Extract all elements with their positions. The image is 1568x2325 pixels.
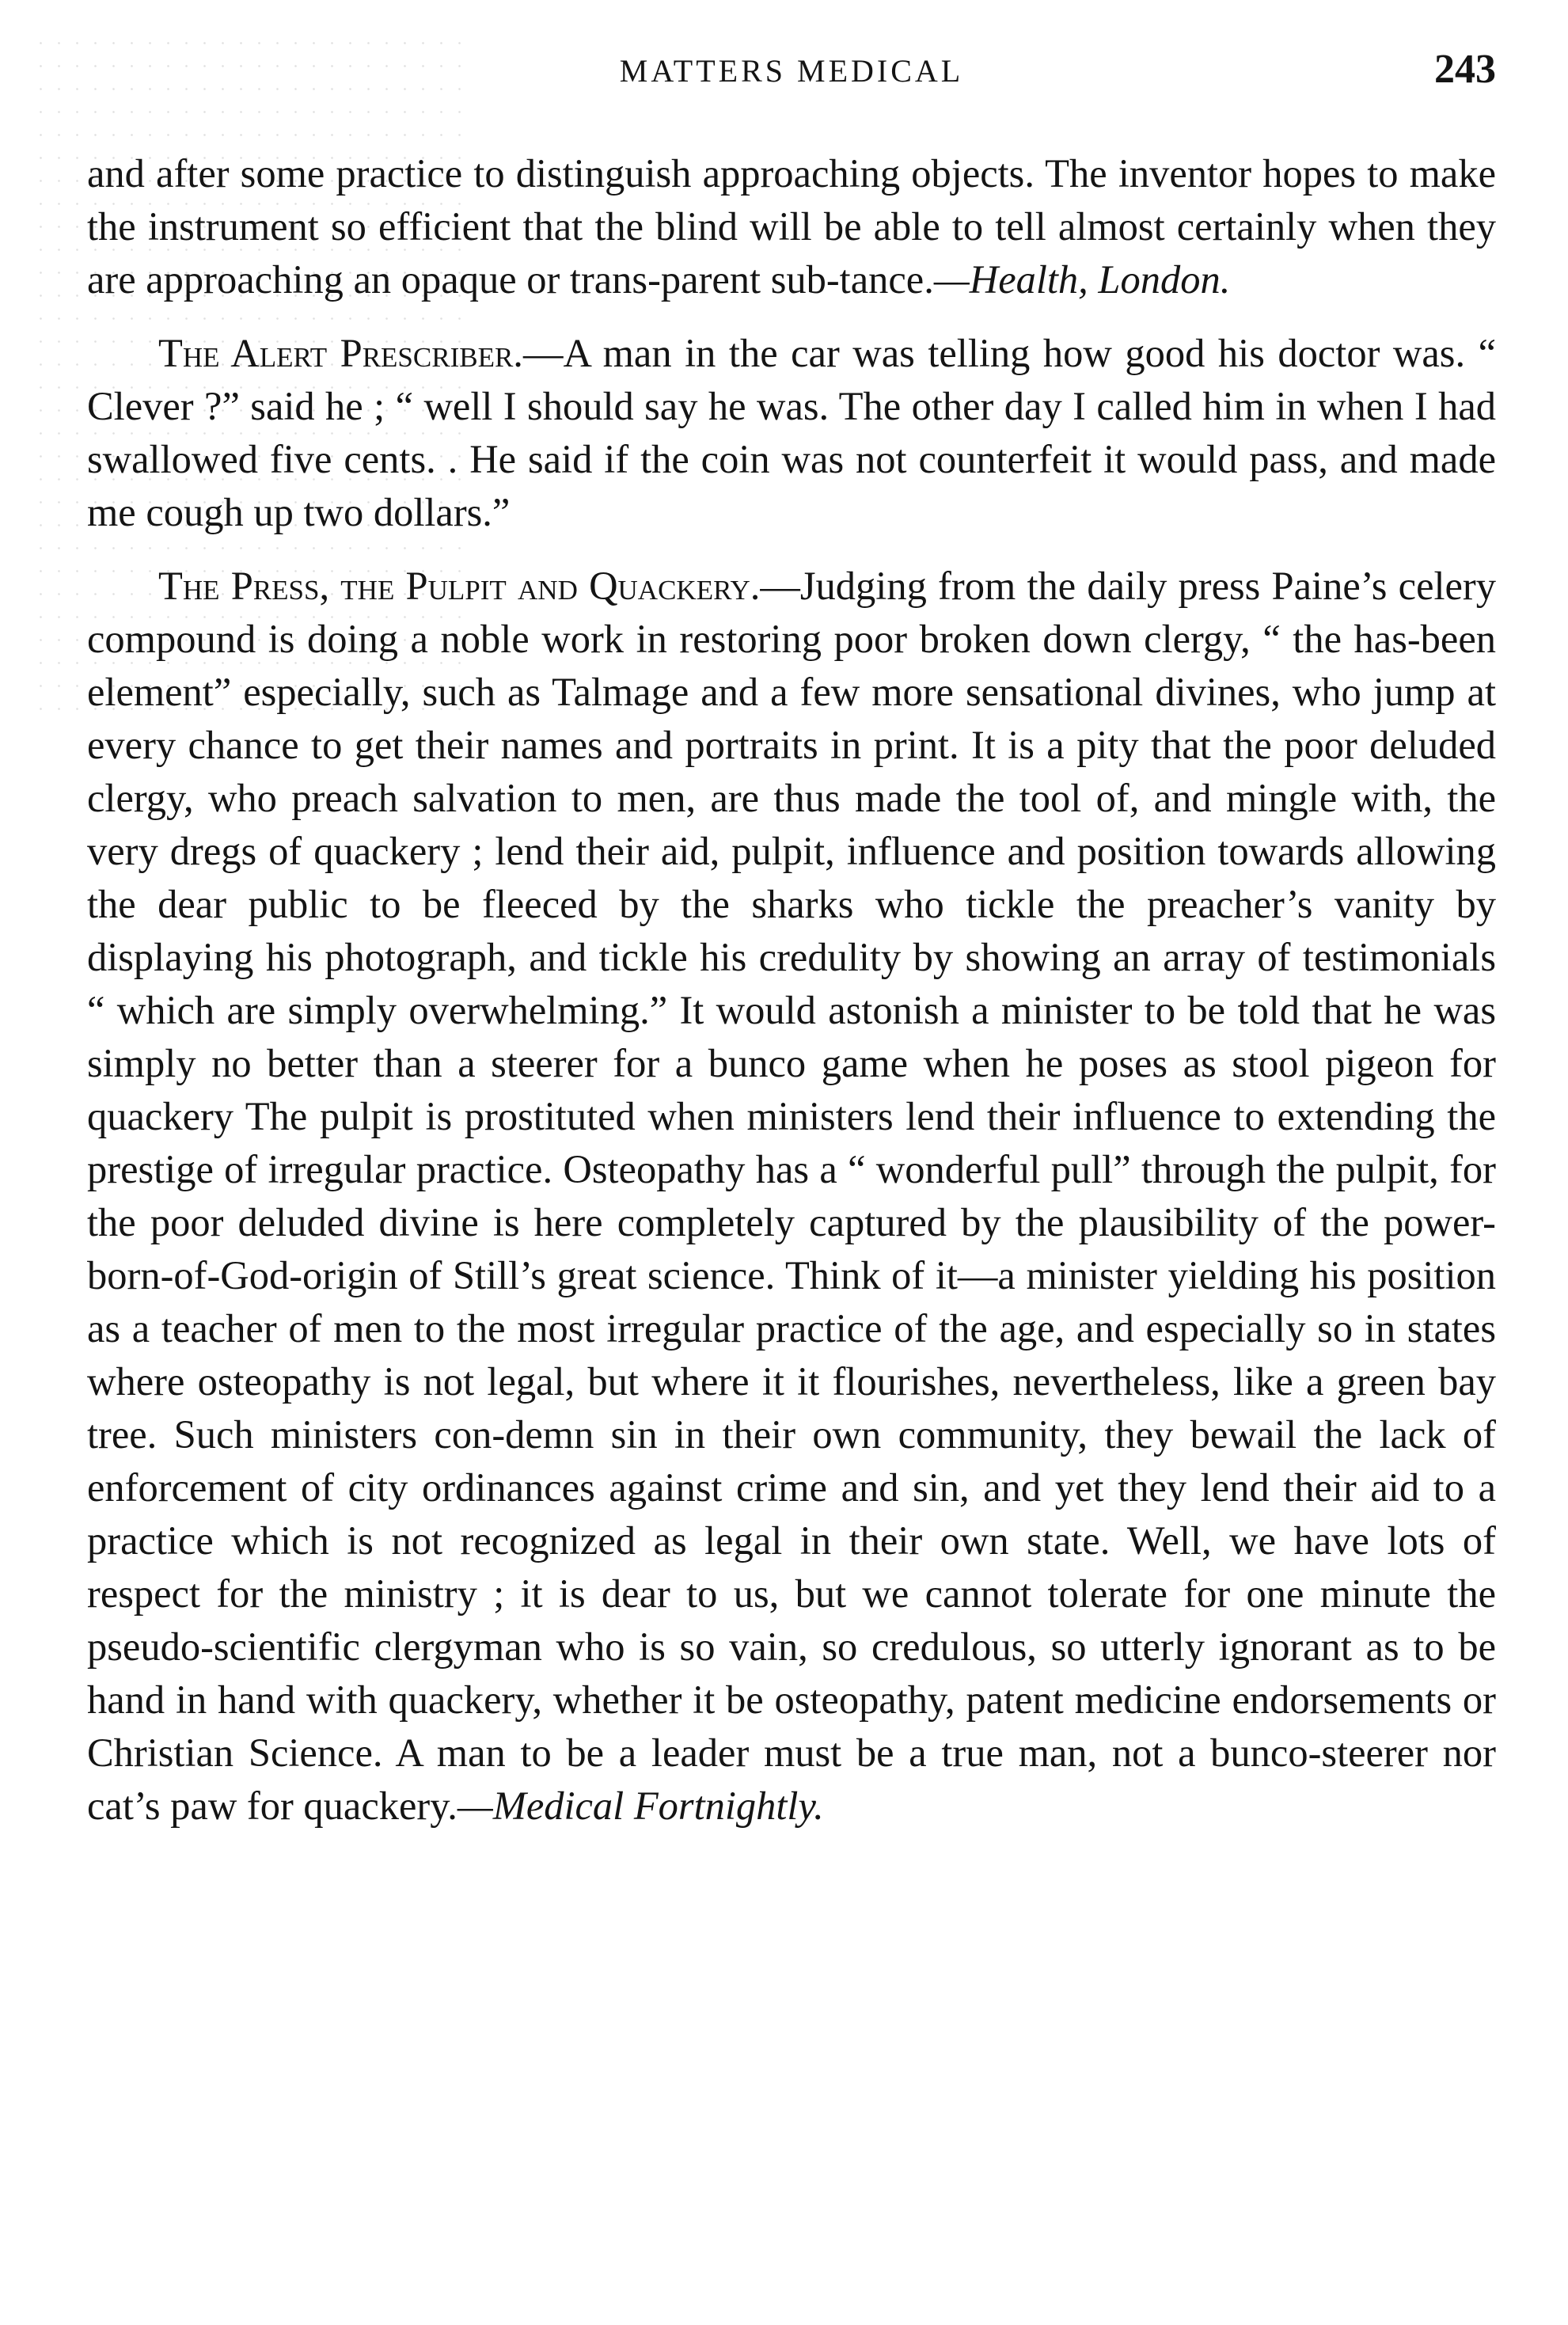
paragraph-lead: The Press, the Pulpit and Quackery.: [158, 564, 761, 608]
paragraph-source: —Medical Fortnightly.: [457, 1784, 824, 1828]
paragraph-source: —Health, London.: [933, 257, 1231, 302]
paragraph-text: and after some practice to distinguish approaching objects. The inventor hopes to make the instrument so efficient that the blind will be able to tell almost certainly when they are approaching an opaque or trans-parent sub-tance.: [87, 151, 1496, 302]
paragraph-text: —A man in the car was telling how good his doctor was. “ Clever ?” said he ; “ well I should say he was. The other day I called him in when I had swallowed five cents. . He said if the coin was not counterfeit it would pass, and made me cough up two dollars.”: [87, 331, 1497, 534]
running-title: MATTERS MEDICAL: [619, 53, 964, 89]
body-text: [87, 147, 1496, 1833]
paragraph-health-london: [87, 147, 1496, 306]
paragraph-text: —Judging from the daily press Paine’s celery compound is doing a noble work in restoring poor broken down clergy, “ the has-been element” especially, such as Talmage and a few more sensational divines, who jump at every chance to get their names and portraits in print. It is a pity that the poor deluded clergy, who preach salvation to men, are thus made the tool of, and mingle with, the very dregs of quackery ; lend their aid, pulpit, influence and position towards allowing the dear public to be fleeced by the sharks who tickle the preacher’s vanity by displaying his photograph, and tickle his credulity by showing an array of testimonials “ which are simply overwhelming.” It would astonish a minister to be told that he was simply no better than a steerer for a bunco game when he poses as stool pigeon for quackery The pulpit is prostituted when ministers lend their influence to extending the prestige of irregular practice. Osteopathy has a “ wonderful pull” through the pulpit, for the poor deluded divine is here completely captured by the plausibility of the power-born-of-God-origin of Still’s great science. Think of it—a minister yielding his position as a teacher of men to the most irregular practice of the age, and especially so in states where osteopathy is not legal, but where it it flourishes, nevertheless, like a green bay tree. Such ministers con-demn sin in their own community, they bewail the lack of enforcement of city ordinances against crime and sin, and yet they lend their aid to a practice which is not recognized as legal in their own state. Well, we have lots of respect for the ministry ; it is dear to us, but we cannot tolerate for one minute the pseudo-scientific clergyman who is so vain, so credulous, so utterly ignorant as to be hand in hand with quackery, whether it be osteopathy, patent medicine endorsements or Christian Science. A man to be a leader must be a true man, not a bunco-steerer nor cat’s paw for quackery.: [87, 564, 1496, 1828]
running-head: [87, 41, 1496, 104]
paragraph-press-pulpit-quackery: [87, 560, 1496, 1833]
paragraph-lead: The Alert Prescriber.: [158, 331, 523, 375]
page-number: 243: [1434, 47, 1496, 92]
paragraph-alert-prescriber: [87, 327, 1496, 539]
